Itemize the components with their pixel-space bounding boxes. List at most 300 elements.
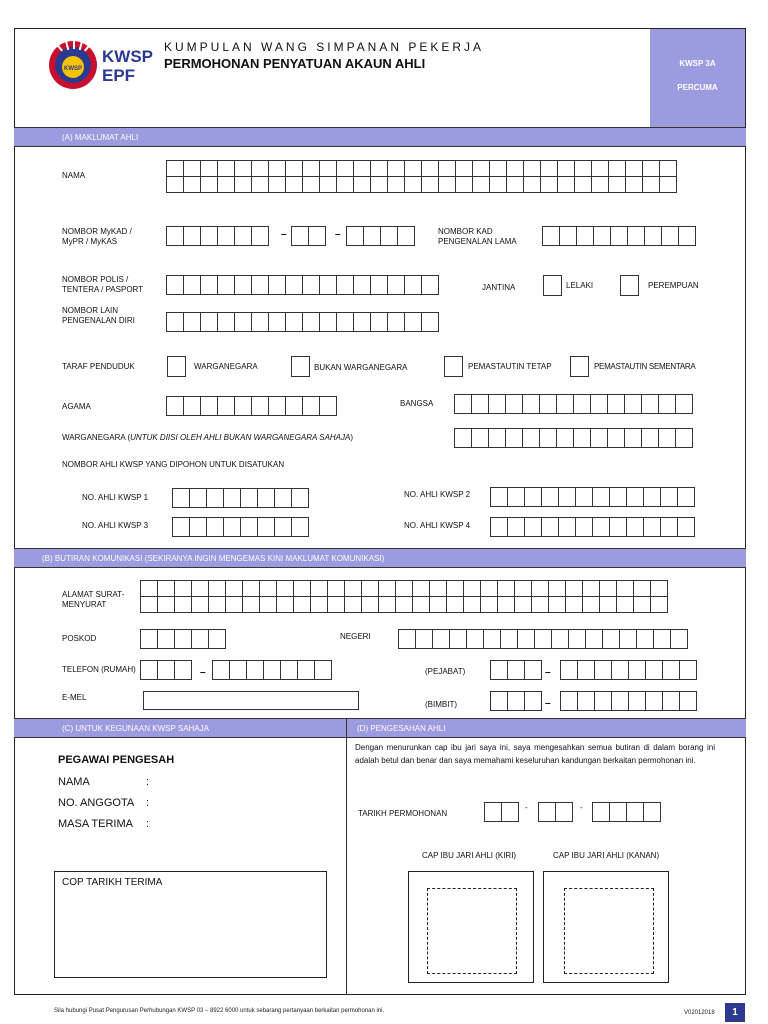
char-box[interactable] [157,629,175,649]
pemastautin-tetap-checkbox[interactable] [444,356,463,377]
char-box[interactable] [157,580,175,597]
char-box[interactable] [540,160,558,177]
char-box[interactable] [346,226,364,246]
char-box[interactable] [172,517,190,537]
char-box[interactable] [191,580,209,597]
char-box[interactable] [140,580,158,597]
char-box[interactable] [404,176,422,193]
char-box[interactable] [576,226,594,246]
negeri-field[interactable] [398,629,687,649]
char-box[interactable] [607,428,625,448]
char-box[interactable] [291,517,309,537]
char-box[interactable] [183,160,201,177]
pemastautin-sementara-checkbox[interactable] [570,356,589,377]
char-box[interactable] [212,660,230,680]
char-box[interactable] [395,580,413,597]
char-box[interactable] [679,660,697,680]
char-box[interactable] [505,394,523,414]
char-box[interactable] [361,580,379,597]
char-box[interactable] [310,580,328,597]
char-box[interactable] [251,312,269,332]
char-box[interactable] [387,160,405,177]
char-box[interactable] [302,312,320,332]
char-box[interactable] [319,396,337,416]
poskod-field[interactable] [140,629,225,649]
char-box[interactable] [643,517,661,537]
char-box[interactable] [259,580,277,597]
char-box[interactable] [234,226,252,246]
char-box[interactable] [636,629,654,649]
telefon-rumah-prefix[interactable] [140,660,191,680]
char-box[interactable] [650,596,668,613]
bukan-warganegara-checkbox[interactable] [291,356,310,377]
char-box[interactable] [353,312,371,332]
char-box[interactable] [659,160,677,177]
warganegara-checkbox[interactable] [167,356,186,377]
char-box[interactable] [421,275,439,295]
char-box[interactable] [429,596,447,613]
pejabat-prefix[interactable] [490,660,541,680]
char-box[interactable] [514,580,532,597]
char-box[interactable] [319,312,337,332]
char-box[interactable] [217,275,235,295]
char-box[interactable] [363,226,381,246]
char-box[interactable] [678,226,696,246]
char-box[interactable] [353,160,371,177]
char-box[interactable] [624,394,642,414]
char-box[interactable] [319,275,337,295]
char-box[interactable] [541,487,559,507]
char-box[interactable] [501,802,519,822]
char-box[interactable] [200,396,218,416]
char-box[interactable] [658,394,676,414]
char-box[interactable] [644,226,662,246]
cap-kiri-box[interactable] [408,871,534,983]
alamat-row-2[interactable] [140,596,667,613]
char-box[interactable] [397,226,415,246]
char-box[interactable] [200,160,218,177]
char-box[interactable] [387,275,405,295]
char-box[interactable] [522,428,540,448]
char-box[interactable] [404,160,422,177]
mykad-field-3[interactable] [346,226,414,246]
telefon-rumah-number[interactable] [212,660,331,680]
char-box[interactable] [234,275,252,295]
char-box[interactable] [438,160,456,177]
char-box[interactable] [608,176,626,193]
char-box[interactable] [449,629,467,649]
char-box[interactable] [293,596,311,613]
char-box[interactable] [276,596,294,613]
char-box[interactable] [677,487,695,507]
char-box[interactable] [285,396,303,416]
char-box[interactable] [276,580,294,597]
nama-row-1[interactable] [166,160,676,177]
char-box[interactable] [524,487,542,507]
char-box[interactable] [534,629,552,649]
char-box[interactable] [531,596,549,613]
char-box[interactable] [291,488,309,508]
char-box[interactable] [514,596,532,613]
char-box[interactable] [432,629,450,649]
char-box[interactable] [454,428,472,448]
char-box[interactable] [582,580,600,597]
kad-lama-field[interactable] [542,226,695,246]
char-box[interactable] [208,596,226,613]
char-box[interactable] [599,580,617,597]
char-box[interactable] [415,629,433,649]
char-box[interactable] [140,660,158,680]
char-box[interactable] [172,488,190,508]
char-box[interactable] [242,580,260,597]
char-box[interactable] [225,596,243,613]
char-box[interactable] [609,487,627,507]
char-box[interactable] [291,226,309,246]
nama-row-2[interactable] [166,176,676,193]
char-box[interactable] [166,160,184,177]
char-box[interactable] [573,394,591,414]
char-box[interactable] [183,275,201,295]
char-box[interactable] [531,580,549,597]
char-box[interactable] [225,580,243,597]
char-box[interactable] [484,802,502,822]
char-box[interactable] [268,160,286,177]
char-box[interactable] [488,428,506,448]
char-box[interactable] [387,176,405,193]
char-box[interactable] [157,660,175,680]
char-box[interactable] [650,580,668,597]
char-box[interactable] [446,596,464,613]
char-box[interactable] [670,629,688,649]
char-box[interactable] [268,312,286,332]
char-box[interactable] [568,629,586,649]
ahli-kwsp-1-field[interactable] [172,488,308,508]
char-box[interactable] [645,691,663,711]
char-box[interactable] [174,660,192,680]
char-box[interactable] [166,226,184,246]
pejabat-number[interactable] [560,660,696,680]
char-box[interactable] [471,428,489,448]
char-box[interactable] [189,517,207,537]
char-box[interactable] [628,691,646,711]
char-box[interactable] [500,629,518,649]
char-box[interactable] [488,394,506,414]
char-box[interactable] [308,226,326,246]
char-box[interactable] [378,596,396,613]
char-box[interactable] [140,596,158,613]
char-box[interactable] [610,226,628,246]
char-box[interactable] [524,660,542,680]
char-box[interactable] [507,517,525,537]
char-box[interactable] [412,580,430,597]
char-box[interactable] [677,517,695,537]
char-box[interactable] [523,160,541,177]
cap-kanan-box[interactable] [543,871,669,983]
char-box[interactable] [251,275,269,295]
char-box[interactable] [582,596,600,613]
char-box[interactable] [480,596,498,613]
char-box[interactable] [662,660,680,680]
polis-field[interactable] [166,275,438,295]
char-box[interactable] [191,629,209,649]
char-box[interactable] [274,517,292,537]
char-box[interactable] [497,596,515,613]
char-box[interactable] [524,517,542,537]
char-box[interactable] [183,312,201,332]
char-box[interactable] [285,312,303,332]
char-box[interactable] [506,176,524,193]
char-box[interactable] [157,596,175,613]
char-box[interactable] [507,691,525,711]
char-box[interactable] [626,517,644,537]
char-box[interactable] [607,394,625,414]
char-box[interactable] [591,176,609,193]
char-box[interactable] [319,176,337,193]
char-box[interactable] [575,517,593,537]
char-box[interactable] [558,517,576,537]
char-box[interactable] [556,394,574,414]
char-box[interactable] [378,580,396,597]
char-box[interactable] [661,226,679,246]
char-box[interactable] [507,487,525,507]
char-box[interactable] [626,802,644,822]
char-box[interactable] [660,517,678,537]
char-box[interactable] [577,691,595,711]
lelaki-checkbox[interactable] [543,275,562,296]
char-box[interactable] [319,160,337,177]
char-box[interactable] [234,312,252,332]
char-box[interactable] [183,176,201,193]
char-box[interactable] [641,428,659,448]
char-box[interactable] [268,275,286,295]
char-box[interactable] [251,226,269,246]
char-box[interactable] [505,428,523,448]
char-box[interactable] [454,394,472,414]
char-box[interactable] [590,394,608,414]
char-box[interactable] [557,160,575,177]
char-box[interactable] [538,802,556,822]
char-box[interactable] [412,596,430,613]
char-box[interactable] [560,691,578,711]
char-box[interactable] [217,160,235,177]
char-box[interactable] [660,487,678,507]
char-box[interactable] [679,691,697,711]
char-box[interactable] [548,580,566,597]
char-box[interactable] [489,176,507,193]
char-box[interactable] [421,160,439,177]
char-box[interactable] [257,517,275,537]
char-box[interactable] [302,160,320,177]
char-box[interactable] [641,394,659,414]
char-box[interactable] [625,160,643,177]
char-box[interactable] [565,580,583,597]
char-box[interactable] [541,517,559,537]
char-box[interactable] [285,275,303,295]
char-box[interactable] [217,226,235,246]
char-box[interactable] [626,487,644,507]
mykad-field-1[interactable] [166,226,268,246]
char-box[interactable] [490,691,508,711]
char-box[interactable] [429,580,447,597]
char-box[interactable] [539,394,557,414]
char-box[interactable] [140,629,158,649]
mykad-field-2[interactable] [291,226,325,246]
char-box[interactable] [268,176,286,193]
cop-tarikh-box[interactable] [54,871,327,978]
char-box[interactable] [285,160,303,177]
char-box[interactable] [577,660,595,680]
char-box[interactable] [506,160,524,177]
char-box[interactable] [302,275,320,295]
char-box[interactable] [344,596,362,613]
char-box[interactable] [206,488,224,508]
char-box[interactable] [611,691,629,711]
char-box[interactable] [174,629,192,649]
char-box[interactable] [574,160,592,177]
char-box[interactable] [336,160,354,177]
char-box[interactable] [380,226,398,246]
char-box[interactable] [466,629,484,649]
alamat-row-1[interactable] [140,580,667,597]
char-box[interactable] [585,629,603,649]
char-box[interactable] [611,660,629,680]
char-box[interactable] [625,176,643,193]
char-box[interactable] [633,596,651,613]
bimbit-number[interactable] [560,691,696,711]
char-box[interactable] [200,226,218,246]
char-box[interactable] [507,660,525,680]
char-box[interactable] [472,176,490,193]
char-box[interactable] [336,312,354,332]
char-box[interactable] [189,488,207,508]
char-box[interactable] [463,580,481,597]
ahli-kwsp-3-field[interactable] [172,517,308,537]
agama-field[interactable] [166,396,336,416]
char-box[interactable] [166,396,184,416]
char-box[interactable] [259,596,277,613]
char-box[interactable] [619,629,637,649]
char-box[interactable] [327,580,345,597]
char-box[interactable] [627,226,645,246]
char-box[interactable] [593,226,611,246]
char-box[interactable] [223,488,241,508]
char-box[interactable] [643,487,661,507]
char-box[interactable] [643,802,661,822]
char-box[interactable] [609,517,627,537]
char-box[interactable] [183,396,201,416]
char-box[interactable] [642,160,660,177]
char-box[interactable] [645,660,663,680]
char-box[interactable] [642,176,660,193]
char-box[interactable] [314,660,332,680]
char-box[interactable] [455,160,473,177]
char-box[interactable] [251,160,269,177]
char-box[interactable] [556,428,574,448]
char-box[interactable] [370,275,388,295]
char-box[interactable] [551,629,569,649]
char-box[interactable] [524,691,542,711]
char-box[interactable] [208,629,226,649]
char-box[interactable] [574,176,592,193]
char-box[interactable] [575,487,593,507]
char-box[interactable] [251,176,269,193]
char-box[interactable] [387,312,405,332]
tarikh-year[interactable] [592,802,660,822]
lain-field[interactable] [166,312,438,332]
char-box[interactable] [370,160,388,177]
char-box[interactable] [166,176,184,193]
warganegara-field[interactable] [454,428,692,448]
char-box[interactable] [336,275,354,295]
char-box[interactable] [336,176,354,193]
char-box[interactable] [659,176,677,193]
char-box[interactable] [242,596,260,613]
char-box[interactable] [217,176,235,193]
perempuan-checkbox[interactable] [620,275,639,296]
char-box[interactable] [361,596,379,613]
char-box[interactable] [217,312,235,332]
char-box[interactable] [522,394,540,414]
char-box[interactable] [421,176,439,193]
char-box[interactable] [200,176,218,193]
char-box[interactable] [174,596,192,613]
tarikh-month[interactable] [538,802,572,822]
char-box[interactable] [421,312,439,332]
tarikh-day[interactable] [484,802,518,822]
char-box[interactable] [327,596,345,613]
char-box[interactable] [206,517,224,537]
char-box[interactable] [280,660,298,680]
char-box[interactable] [633,580,651,597]
char-box[interactable] [602,629,620,649]
char-box[interactable] [560,660,578,680]
char-box[interactable] [166,312,184,332]
char-box[interactable] [624,428,642,448]
char-box[interactable] [191,596,209,613]
char-box[interactable] [297,660,315,680]
emel-field[interactable] [143,691,359,710]
char-box[interactable] [302,396,320,416]
char-box[interactable] [344,580,362,597]
char-box[interactable] [234,160,252,177]
char-box[interactable] [200,275,218,295]
char-box[interactable] [558,487,576,507]
char-box[interactable] [490,517,508,537]
char-box[interactable] [616,596,634,613]
char-box[interactable] [594,691,612,711]
char-box[interactable] [223,517,241,537]
char-box[interactable] [293,580,311,597]
char-box[interactable] [455,176,473,193]
char-box[interactable] [463,596,481,613]
char-box[interactable] [251,396,269,416]
char-box[interactable] [557,176,575,193]
char-box[interactable] [592,487,610,507]
char-box[interactable] [234,396,252,416]
char-box[interactable] [555,802,573,822]
char-box[interactable] [257,488,275,508]
char-box[interactable] [573,428,591,448]
char-box[interactable] [310,596,328,613]
ahli-kwsp-2-field[interactable] [490,487,694,507]
char-box[interactable] [497,580,515,597]
char-box[interactable] [183,226,201,246]
char-box[interactable] [590,428,608,448]
char-box[interactable] [490,487,508,507]
char-box[interactable] [263,660,281,680]
char-box[interactable] [398,629,416,649]
char-box[interactable] [370,176,388,193]
